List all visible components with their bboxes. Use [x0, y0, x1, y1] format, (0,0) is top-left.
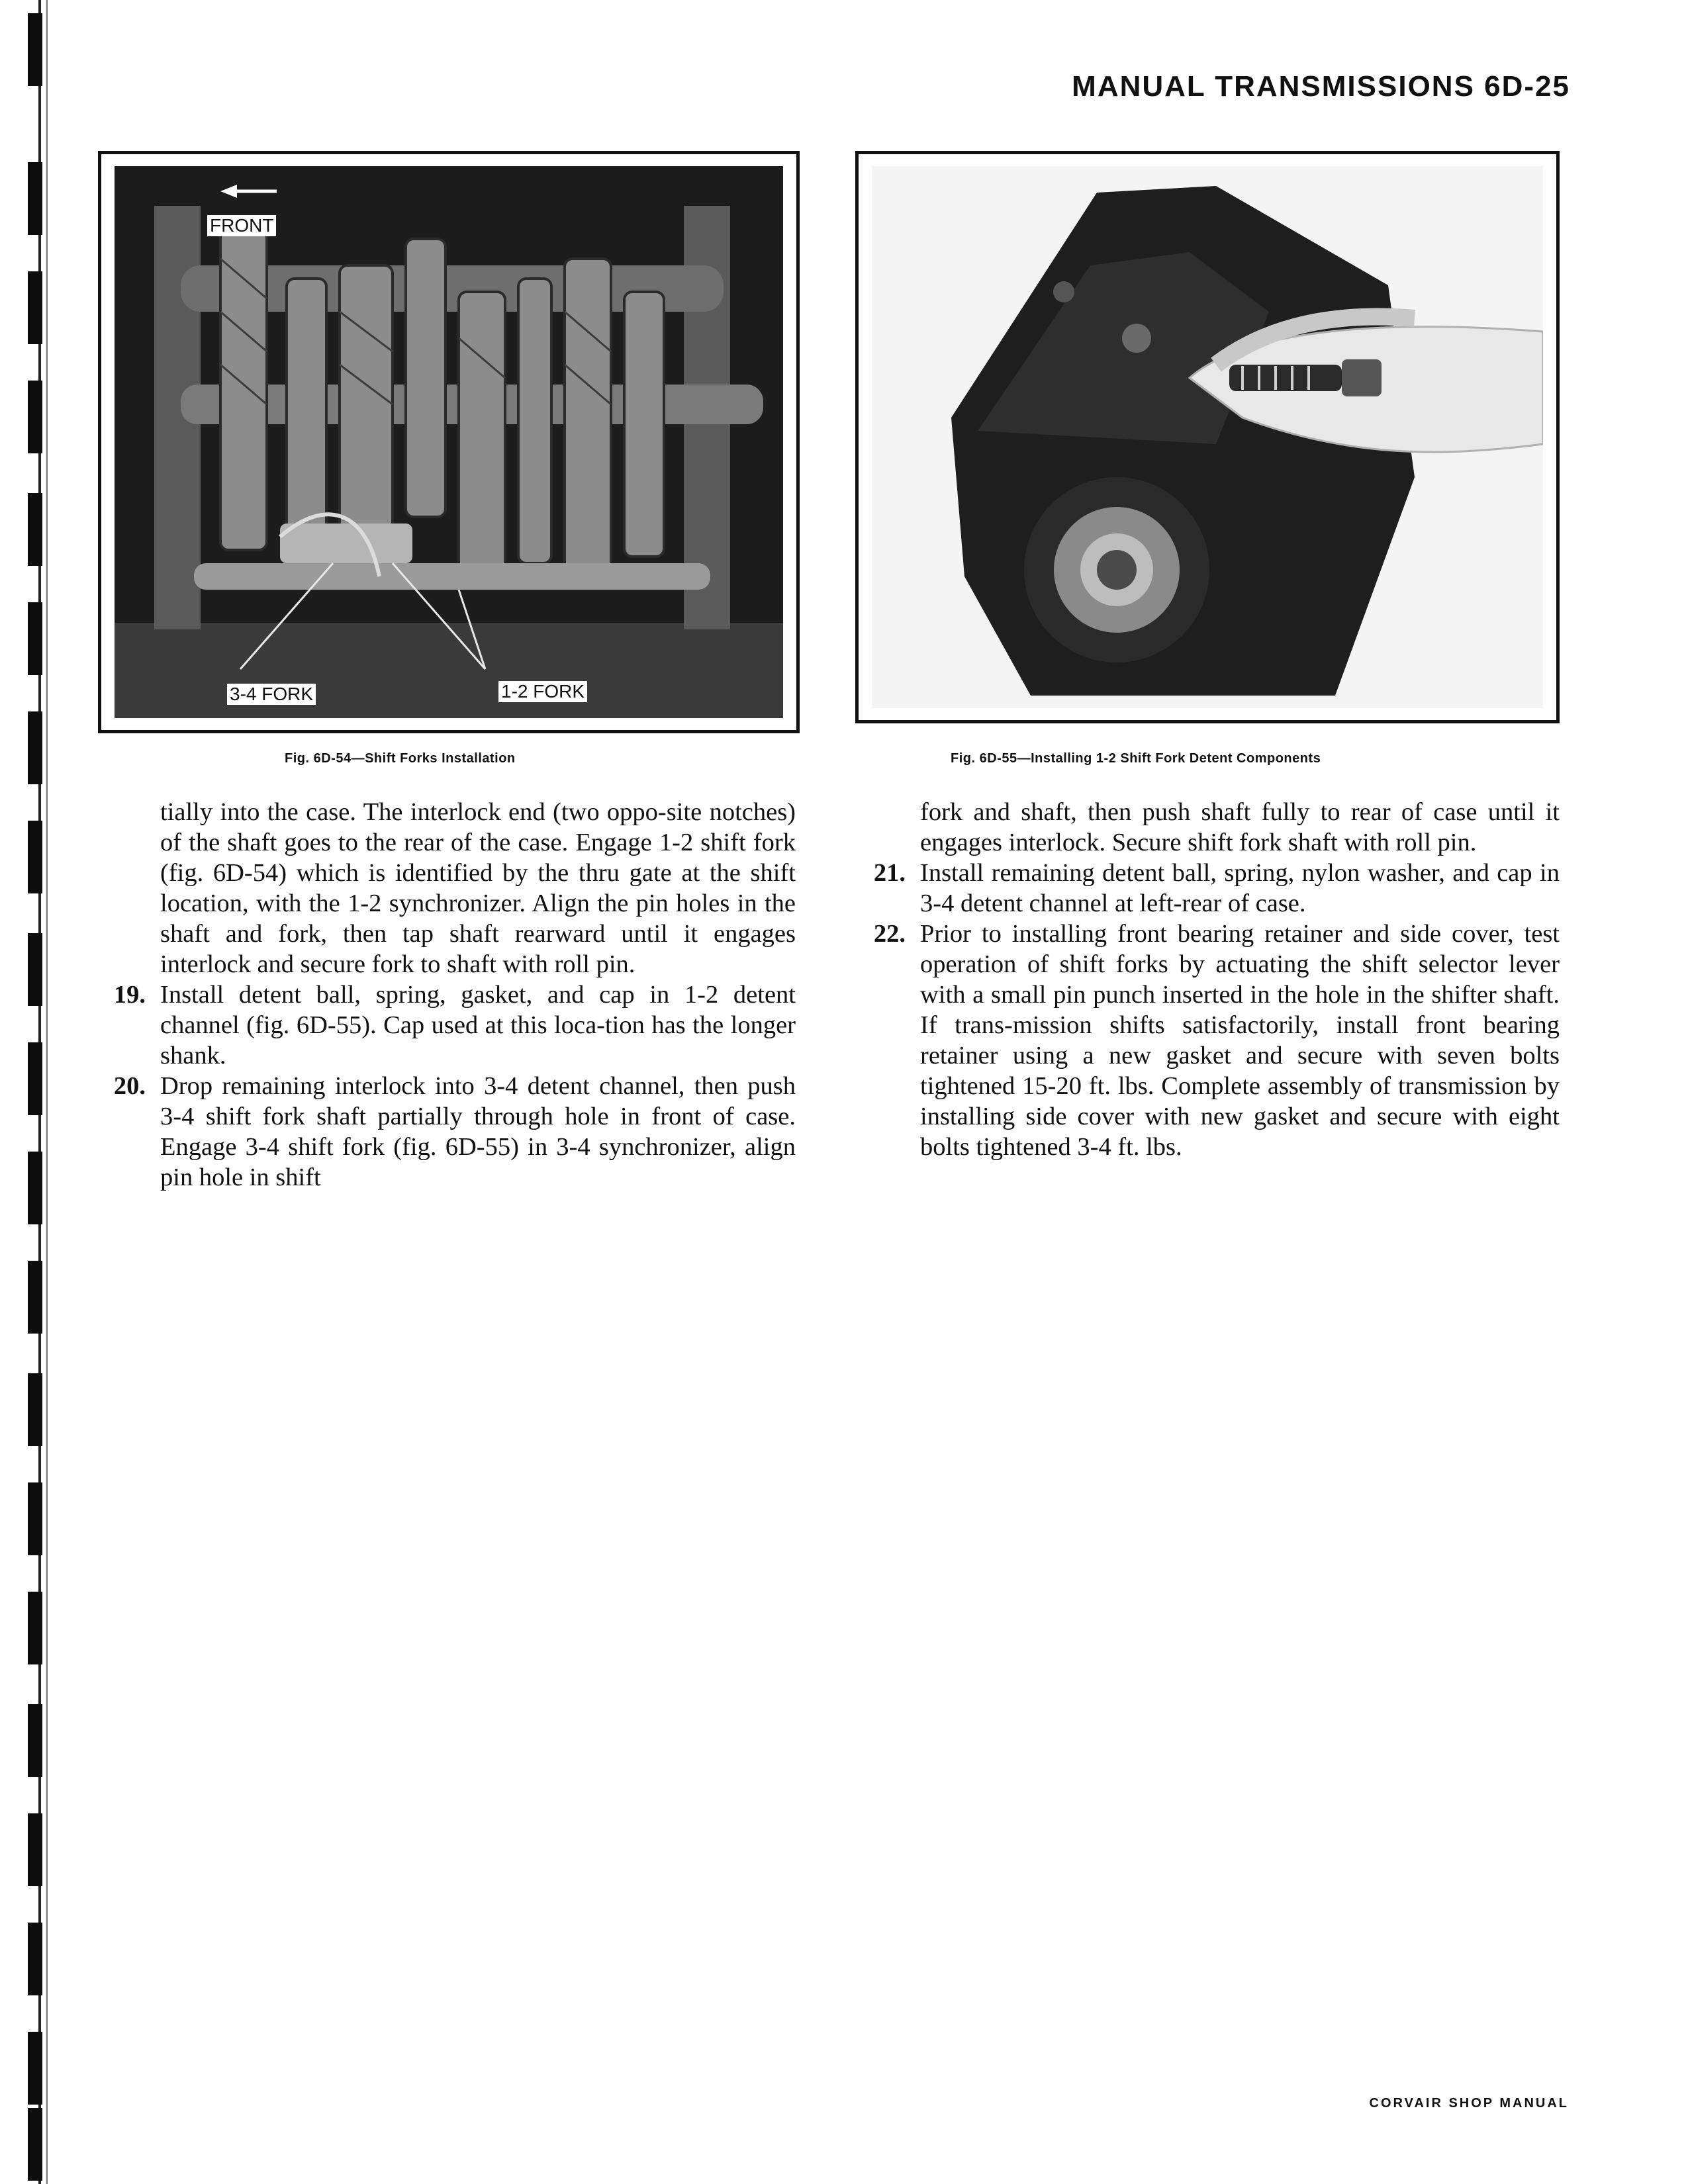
page-footer: CORVAIR SHOP MANUAL [1369, 2096, 1569, 2111]
step-item [854, 858, 1560, 919]
binding-tab [28, 1042, 42, 1115]
step-text: Install detent ball, spring, gasket, and cap in 1-2 detent channel (fig. 6D-55). Cap used at this loca-tion has the longer shank. [160, 981, 796, 1069]
binding-tab [28, 1482, 42, 1555]
binding-tab [28, 602, 42, 675]
step-number: 21. [873, 859, 906, 887]
step-item [854, 919, 1560, 1162]
binding-tab [28, 162, 42, 235]
page-header: MANUAL TRANSMISSIONS 6D-25 [1072, 70, 1570, 103]
figure-caption: Fig. 6D-54—Shift Forks Installation [285, 751, 516, 766]
binding-rule-thin [46, 0, 48, 2184]
figure-caption: Fig. 6D-55—Installing 1-2 Shift Fork Detent Components [951, 751, 1321, 766]
step-number: 19. [113, 981, 146, 1009]
step-number: 22. [873, 920, 906, 948]
gearbox-photo-illustration [115, 166, 783, 718]
figure-shift-forks [98, 151, 800, 733]
binding-tab [28, 13, 42, 86]
step-text: Drop remaining interlock into 3-4 detent channel, then push 3-4 shift fork shaft partially through hole in front of case. Engage 3-4 shift fork (fig. 6D-55) in 3-4 synchronizer, align pin hole in shift [160, 1072, 796, 1191]
binding-tab [28, 271, 42, 344]
binding-tab [28, 381, 42, 453]
front-callout: FRONT [207, 215, 276, 236]
binding-tab [28, 711, 42, 784]
fork-34-callout: 3-4 FORK [227, 684, 316, 705]
continuation-paragraph: tially into the case. The interlock end (two oppo-site notches) of the shaft goes to the rear of the case. Engage 1-2 shift fork (fig. 6D-54) which is identified by the thru gate at the shift location, with the 1-2 synchronizer. Align the pin holes in the shaft and fork, then tap shaft rearward until it engages interlock and secure fork to shaft with roll pin. [160, 798, 796, 978]
step-item [94, 979, 796, 1071]
binding-strip [0, 0, 60, 2184]
step-number: 20. [113, 1072, 146, 1100]
text-column-right [854, 797, 1560, 1162]
binding-tab [28, 1592, 42, 1664]
binding-tab [28, 1704, 42, 1777]
binding-tab [28, 933, 42, 1006]
figure-detent-components [855, 151, 1560, 723]
step-item [94, 1071, 796, 1193]
text-column-left [94, 797, 796, 1193]
continuation-paragraph: fork and shaft, then push shaft fully to rear of case until it engages interlock. Secure shift fork shaft with roll pin. [920, 798, 1560, 856]
photo-detent-components [872, 166, 1543, 708]
photo-shift-forks-installation [115, 166, 783, 718]
binding-tab [28, 1923, 42, 1995]
transmission-case-photo-illustration [872, 166, 1543, 708]
step-text: Prior to installing front bearing retainer and side cover, test operation of shift forks by actuating the shift selector lever with a small pin punch inserted in the hole in the shifter shaft. If trans-mission shifts satisfactorily, install front bearing retainer using a new gasket and secure with seven bolts tightened 15-20 ft. lbs. Complete assembly of transmission by installing side cover with new gasket and secure with eight bolts tightened 3-4 ft. lbs. [920, 920, 1560, 1161]
binding-tab [28, 1813, 42, 1886]
binding-tab [28, 1152, 42, 1224]
binding-tab [28, 1373, 42, 1446]
binding-tab [28, 821, 42, 893]
binding-tab [28, 493, 42, 566]
binding-tab [28, 1261, 42, 1334]
fork-12-callout: 1-2 FORK [498, 681, 587, 702]
step-text: Install remaining detent ball, spring, nylon washer, and cap in 3-4 detent channel at left-rear of case. [920, 859, 1560, 917]
binding-tab [28, 2032, 42, 2105]
binding-tab [28, 2108, 42, 2181]
